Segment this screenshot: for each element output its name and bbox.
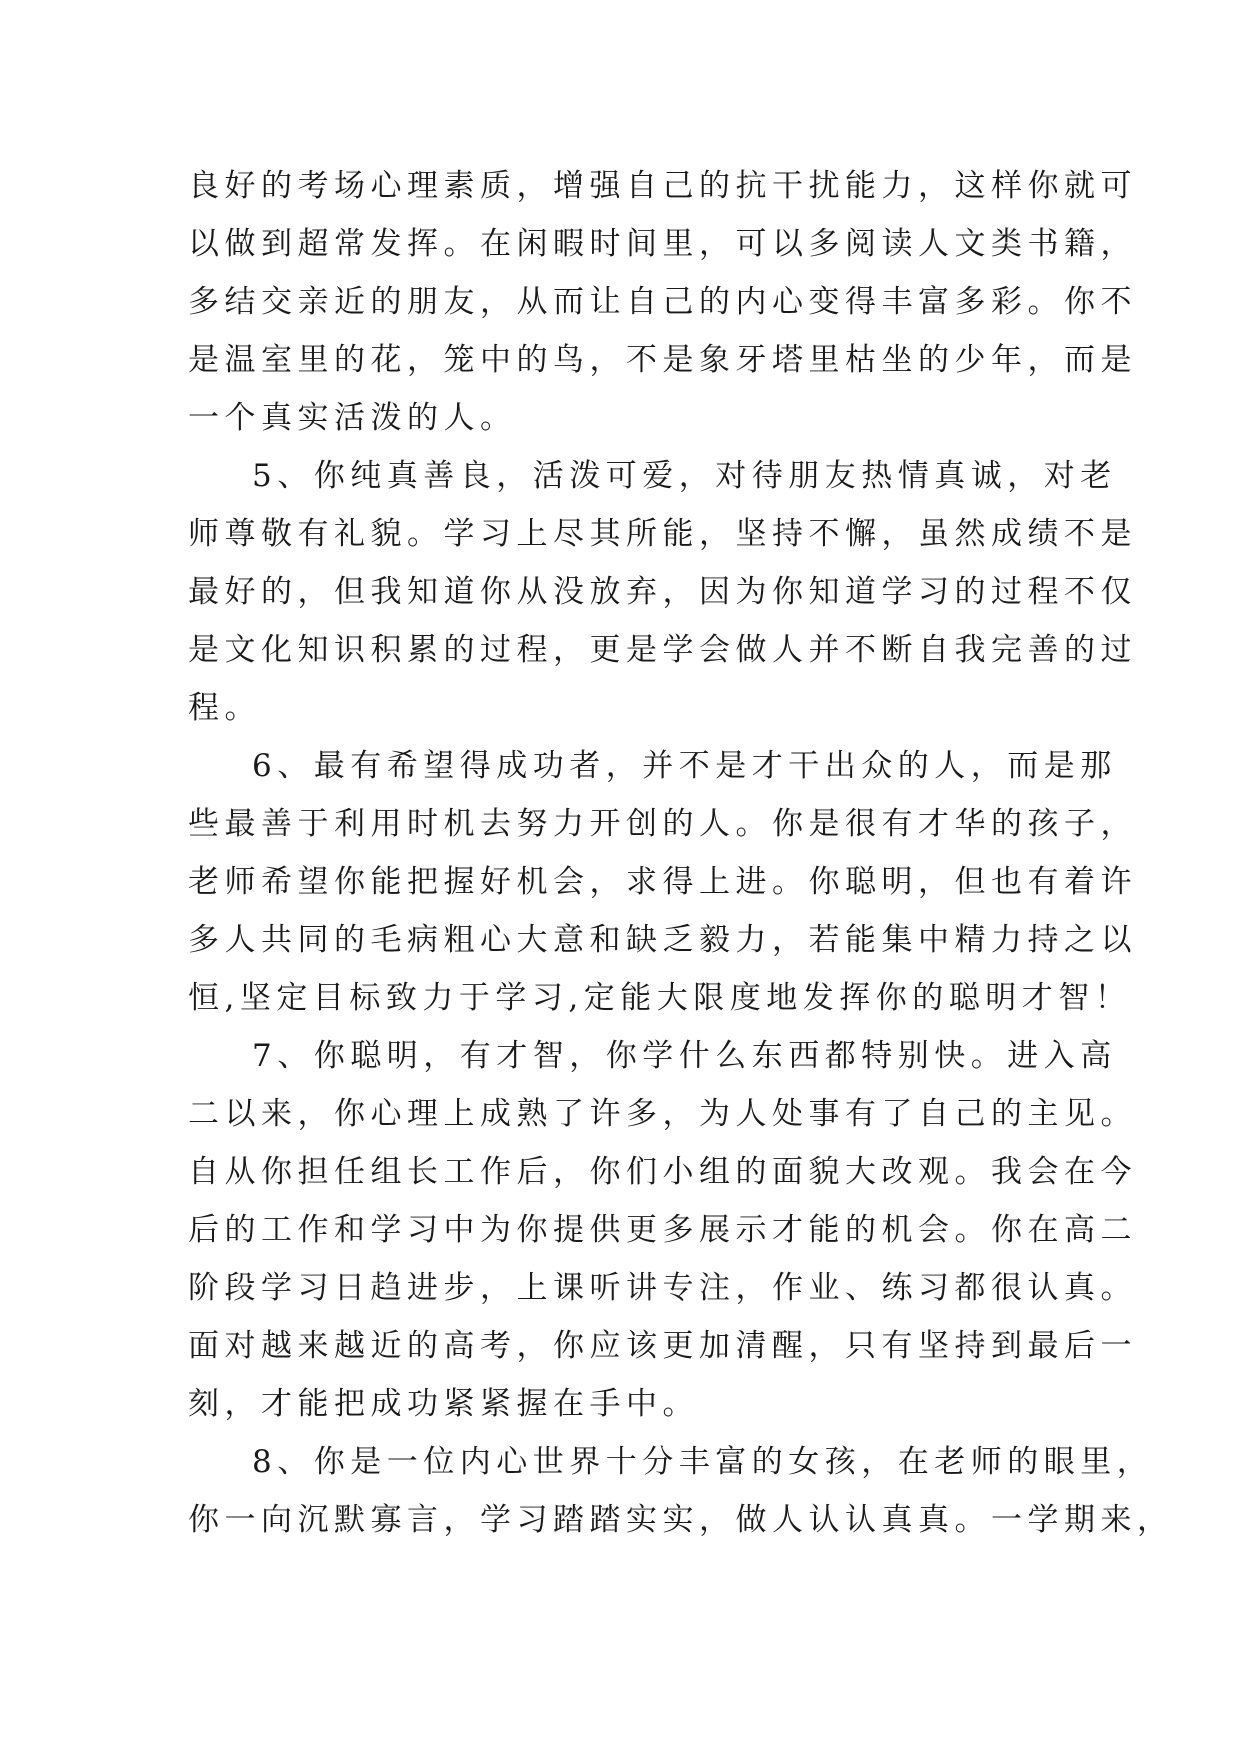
text-line: 良好的考场心理素质，增强自己的抗干扰能力，这样你就可 xyxy=(188,168,1137,204)
text-line: 最好的，但我知道你从没放弃，因为你知道学习的过程不仅 xyxy=(188,574,1137,610)
document-body xyxy=(188,157,1174,1549)
text-line: 一个真实活泼的人。 xyxy=(188,400,517,436)
text-line: 后的工作和学习中为你提供更多展示才能的机会。你在高二 xyxy=(188,1212,1137,1248)
text-line: 恒,坚定目标致力于学习,定能大限度地发挥你的聪明才智！ xyxy=(188,980,1132,1016)
text-line: 老师希望你能把握好机会，求得上进。你聪明，但也有着许 xyxy=(188,864,1137,900)
text-line: 二以来，你心理上成熟了许多，为人处事有了自己的主见。 xyxy=(188,1096,1137,1132)
text-line: 以做到超常发挥。在闲暇时间里，可以多阅读人文类书籍， xyxy=(188,226,1137,262)
text-line: 些最善于利用时机去努力开创的人。你是很有才华的孩子， xyxy=(188,806,1137,842)
text-line: 多人共同的毛病粗心大意和缺乏毅力，若能集中精力持之以 xyxy=(188,922,1137,958)
text-line: 多结交亲近的朋友，从而让自己的内心变得丰富多彩。你不 xyxy=(188,284,1137,320)
text-line: 是文化知识积累的过程，更是学会做人并不断自我完善的过 xyxy=(188,632,1137,668)
text-line: 刻，才能把成功紧紧握在手中。 xyxy=(188,1386,699,1422)
paragraph-5-start: 5、你纯真善良，活泼可爱，对待朋友热情真诚，对老 xyxy=(252,458,1117,494)
paragraph-6-start: 6、最有希望得成功者，并不是才干出众的人，而是那 xyxy=(252,748,1117,784)
text-line: 自从你担任组长工作后，你们小组的面貌大改观。我会在今 xyxy=(188,1154,1137,1190)
paragraph-8-start: 8、你是一位内心世界十分丰富的女孩，在老师的眼里， xyxy=(252,1444,1154,1480)
text-line: 面对越来越近的高考，你应该更加清醒，只有坚持到最后一 xyxy=(188,1328,1137,1364)
paragraph-7-start: 7、你聪明，有才智，你学什么东西都特别快。进入高 xyxy=(252,1038,1117,1074)
text-line: 阶段学习日趋进步，上课听讲专注，作业、练习都很认真。 xyxy=(188,1270,1137,1306)
text-line: 是温室里的花，笼中的鸟，不是象牙塔里枯坐的少年，而是 xyxy=(188,342,1137,378)
text-line: 你一向沉默寡言，学习踏踏实实，做人认认真真。一学期来， xyxy=(188,1502,1174,1538)
text-line: 程。 xyxy=(188,690,261,726)
text-line: 师尊敬有礼貌。学习上尽其所能，坚持不懈，虽然成绩不是 xyxy=(188,516,1137,552)
